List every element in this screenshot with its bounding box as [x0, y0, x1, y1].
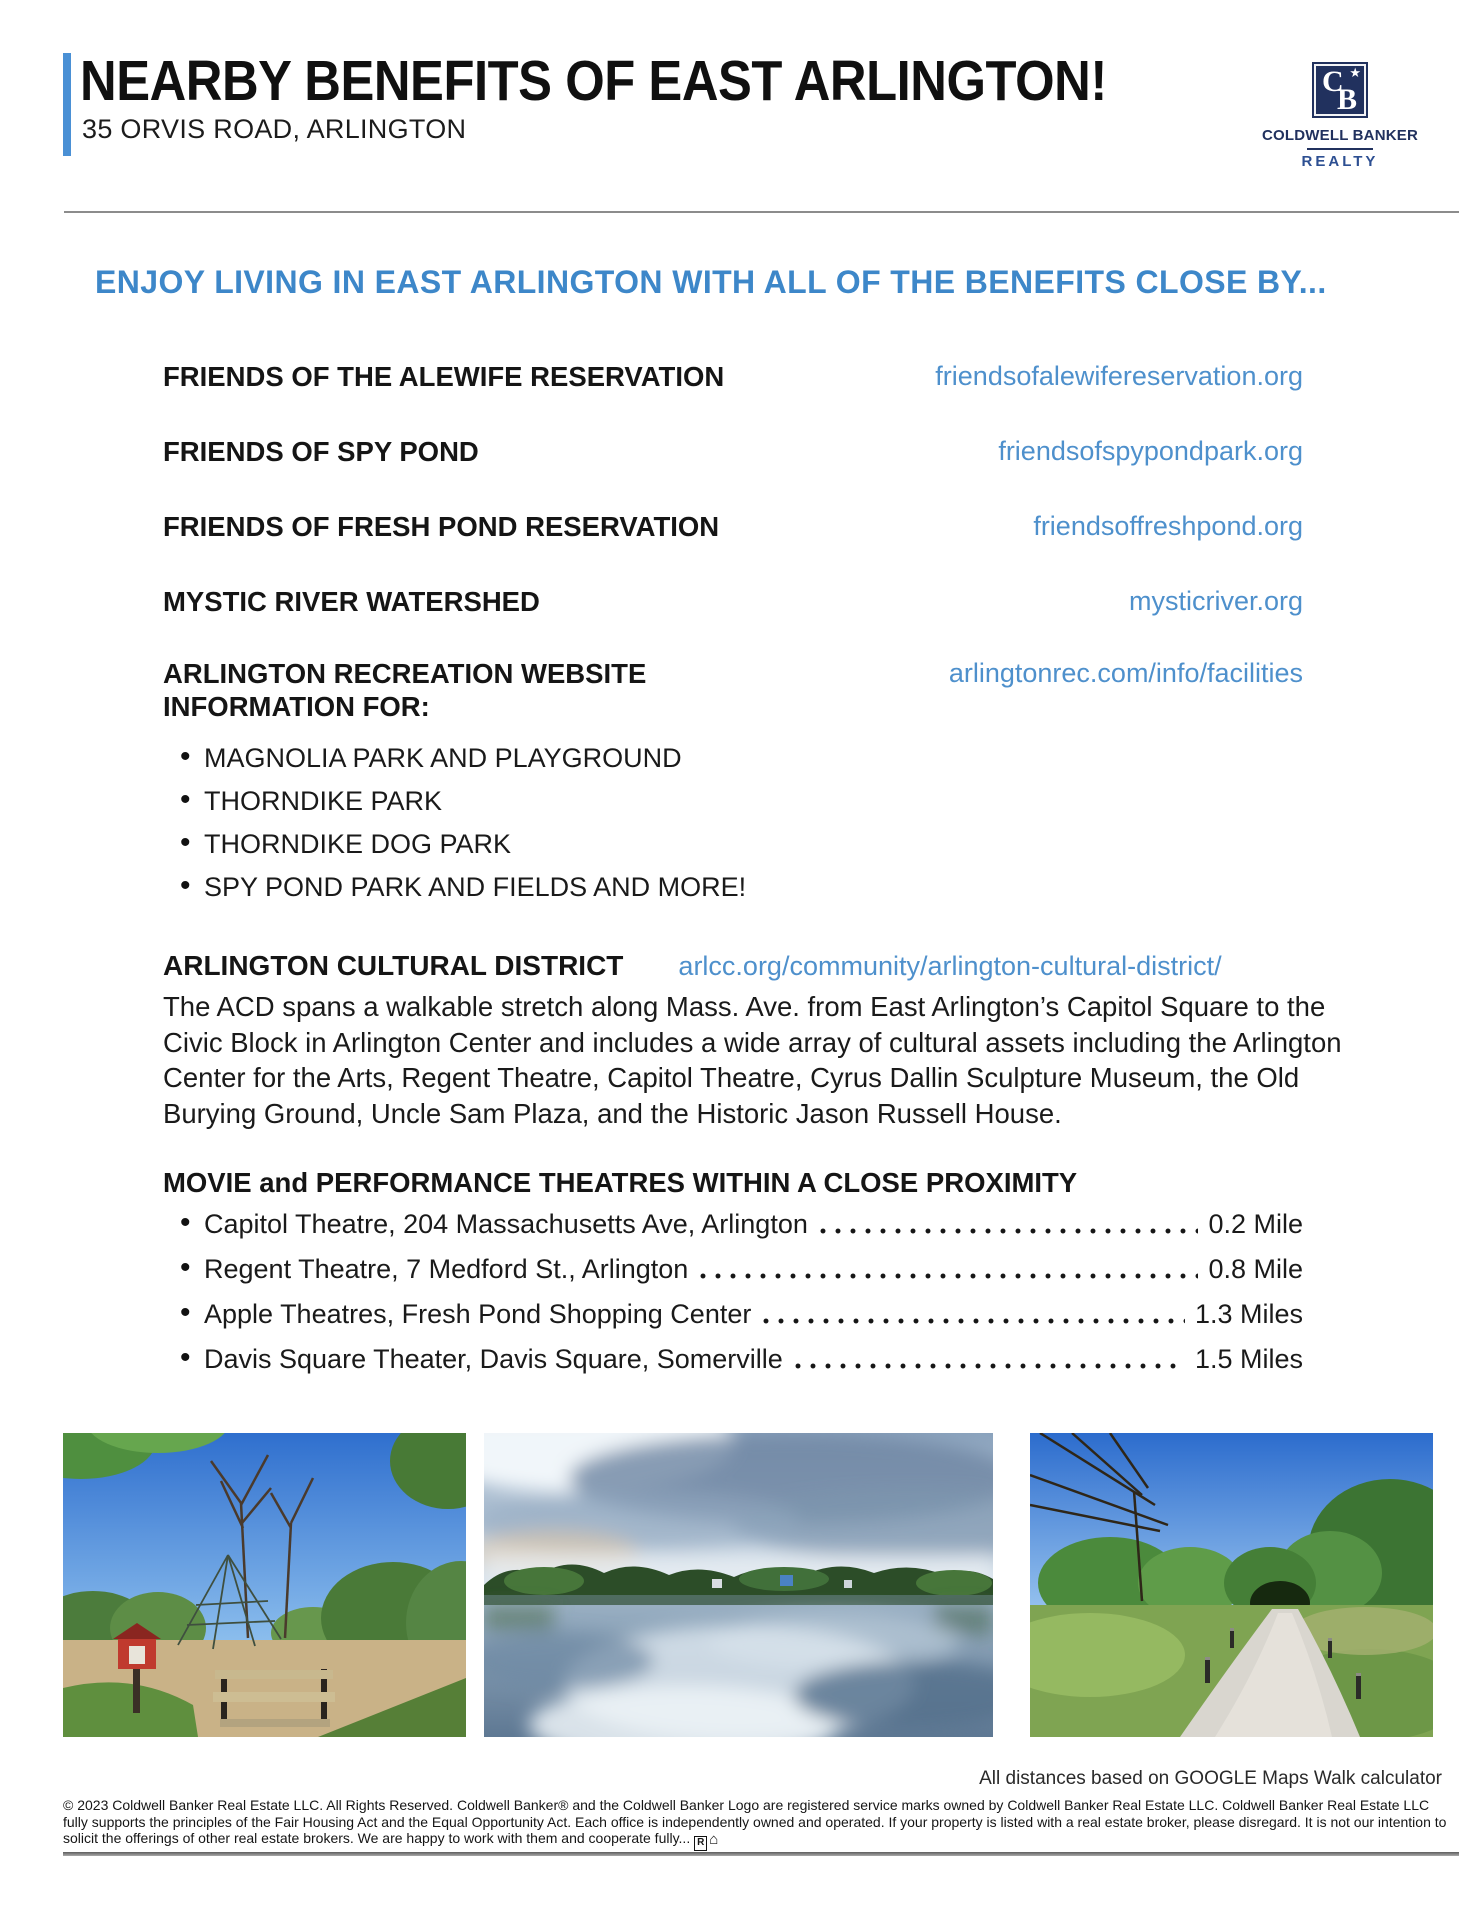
cb-monogram-icon: C ★ B — [1312, 62, 1368, 118]
resource-link[interactable]: friendsofalewifereservation.org — [935, 361, 1303, 391]
coldwell-banker-logo — [1258, 62, 1422, 170]
distance-note: All distances based on GOOGLE Maps Walk calculator — [979, 1768, 1442, 1789]
header-divider — [64, 211, 1459, 213]
theatre-name: • Apple Theatres, Fresh Pond Shopping Center — [204, 1299, 752, 1329]
page-title: NEARBY BENEFITS OF EAST ARLINGTON! — [80, 49, 1107, 113]
resource-row — [163, 435, 1303, 468]
resource-label: FRIENDS OF FRESH POND RESERVATION — [163, 511, 720, 542]
dot-leader — [795, 1362, 1185, 1370]
property-address: 35 ORVIS ROAD, ARLINGTON — [82, 114, 467, 144]
resource-row — [163, 657, 1303, 723]
theatre-item — [180, 1298, 1303, 1330]
theatre-name: • Davis Square Theater, Davis Square, Somerville — [204, 1344, 783, 1374]
resource-label: FRIENDS OF SPY POND — [163, 436, 479, 467]
cultural-district-description: The ACD spans a walkable stretch along Mass. Ave. from East Arlington’s Capitol Square to the Civic Block in Arlington Center and includes a wide array of cultural assets including the Arlington Center for the Arts, Regent Theatre, Capitol Theatre, Cyrus Dallin Sculpture Museum, the Old Burying Ground, Uncle Sam Plaza, and the Historic Jason Russell House. — [163, 991, 1342, 1129]
resource-link[interactable]: mysticriver.org — [1128, 586, 1303, 616]
theatre-distance: 1.3 Miles — [1194, 1299, 1303, 1329]
resource-label: FRIENDS OF THE ALEWIFE RESERVATION — [163, 361, 725, 392]
logo-brand-name: COLDWELL BANKER — [1261, 127, 1419, 144]
recreation-bullet-list — [180, 744, 746, 916]
intro-heading: ENJOY LIVING IN EAST ARLINGTON WITH ALL OF THE BENEFITS CLOSE BY... — [95, 264, 1327, 300]
legal-text: © 2023 Coldwell Banker Real Estate LLC. All Rights Reserved. Coldwell Banker® and the Coldwell Banker Logo are registered service marks owned by Coldwell Banker Real Estate LLC. Coldwell Banker Real Estate LLC fully supports the principles of the Fair Housing Act and the Equal Opportunity Act. Each office is independently owned and operated. If your property is listed with a real estate broker, please disregard. It is not our intention to solicit the offerings of other real estate brokers. We are happy to work with them and cooperate fully... — [63, 1797, 1447, 1846]
cultural-district-label: ARLINGTON CULTURAL DISTRICT — [163, 950, 624, 981]
bike-path-photo — [1030, 1433, 1433, 1737]
theatre-distance: 0.8 Mile — [1208, 1254, 1303, 1284]
theatre-name: • Regent Theatre, 7 Medford St., Arlington — [204, 1254, 689, 1284]
resource-link[interactable]: friendsoffreshpond.org — [1033, 511, 1303, 541]
theatre-name: • Capitol Theatre, 204 Massachusetts Ave, Arlington — [204, 1209, 808, 1239]
theatres-heading: MOVIE and PERFORMANCE THEATRES WITHIN A CLOSE PROXIMITY — [163, 1167, 1078, 1198]
resource-row — [163, 510, 1303, 543]
resource-link[interactable]: arlingtonrec.com/info/facilities — [948, 658, 1303, 688]
logo-division-name: REALTY — [1301, 153, 1379, 170]
resource-row — [163, 360, 1303, 393]
theatre-item — [180, 1253, 1303, 1285]
spy-pond-photo — [484, 1433, 993, 1737]
resource-link[interactable]: friendsofspypondpark.org — [998, 436, 1303, 466]
dot-leader — [763, 1317, 1185, 1325]
list-item: • SPY POND PARK AND FIELDS AND MORE! — [180, 873, 746, 902]
list-item: • MAGNOLIA PARK AND PLAYGROUND — [180, 744, 746, 773]
theatre-distance: 1.5 Miles — [1194, 1344, 1303, 1374]
legal-disclaimer — [63, 1797, 1457, 1851]
theatre-list — [180, 1208, 1303, 1388]
cultural-district-link[interactable]: arlcc.org/community/arlington-cultural-district/ — [678, 951, 1222, 981]
resource-label: ARLINGTON RECREATION WEBSITE INFORMATION FOR: — [163, 658, 647, 722]
list-item: • THORNDIKE DOG PARK — [180, 830, 746, 859]
equal-housing-icon: ⌂ — [709, 1831, 719, 1848]
theatre-item — [180, 1343, 1303, 1375]
accent-bar — [63, 53, 71, 156]
theatre-item — [180, 1208, 1303, 1240]
theatre-distance: 0.2 Mile — [1208, 1209, 1303, 1239]
cultural-district-row — [163, 950, 1222, 982]
dot-leader — [820, 1227, 1199, 1235]
list-item: • THORNDIKE PARK — [180, 787, 746, 816]
bottom-divider — [63, 1852, 1459, 1856]
playground-park-photo — [63, 1433, 466, 1737]
logo-divider — [1307, 148, 1373, 150]
resource-label: MYSTIC RIVER WATERSHED — [163, 586, 540, 617]
dot-leader — [700, 1272, 1198, 1280]
star-icon: ★ — [1349, 65, 1361, 80]
resource-row — [163, 585, 1303, 618]
realtor-icon: R — [694, 1836, 707, 1851]
